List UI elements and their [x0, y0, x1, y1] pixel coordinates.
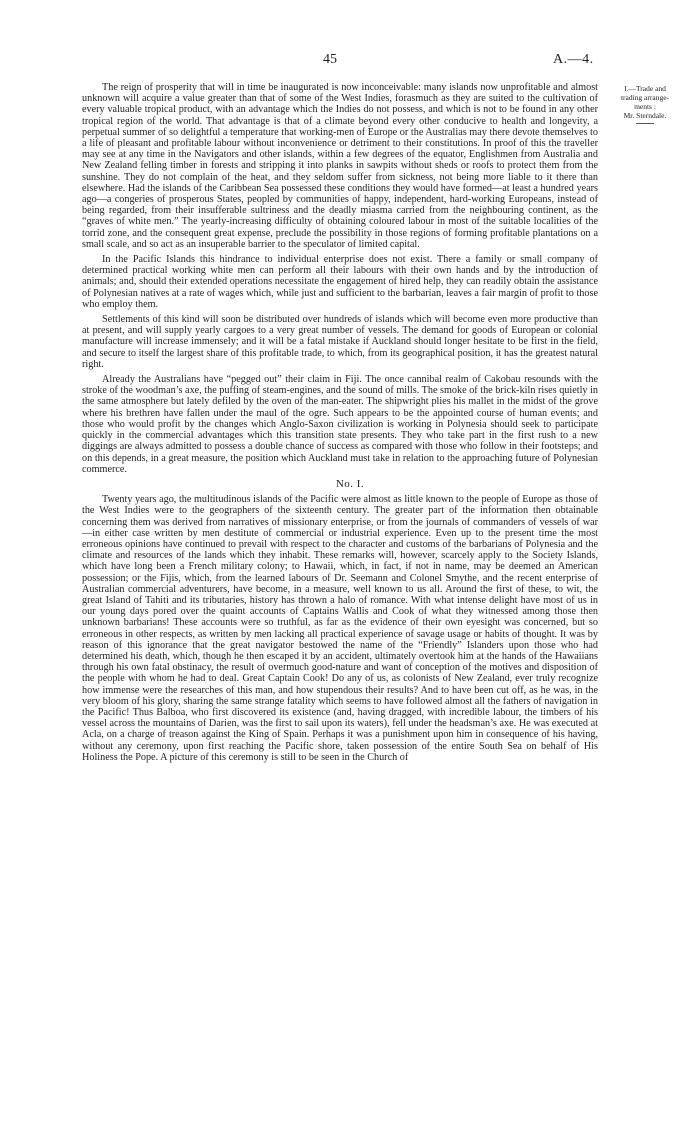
page-number: 45: [323, 52, 337, 67]
margin-note-line: trading arrange-: [620, 93, 670, 102]
margin-note-rule: [636, 123, 654, 124]
margin-note-line: ments :: [634, 102, 656, 111]
paragraph: In the Pacific Islands this hindrance to individual enterprise does not exist. There a family or small company of determined practical working white men can perform all their labours with their own hands and by the introduction of animals; and, should their extended operations necessitate the engagement of hired help, they can readily obtain the assistance of Polynesian natives at a rate of wages which, while just and sufficient to the barbarian, leaves a fair margin of profit to those who employ them.: [82, 254, 598, 310]
margin-note-line: I.—Trade and: [624, 84, 666, 93]
paragraph: Already the Australians have “pegged out” their claim in Fiji. The once cannibal realm of Cakobau resounds with the stroke of the woodman’s axe, the puffing of steam-engines, and the sound of mills. The smoke of the brick-kiln rises quietly in the same atmosphere but lately defiled by the oven of the man-eater. The shipwright plies his mallet in the midst of the grove where his brethren have fallen under the maul of the ogre. Such appears to be the appointed course of human events; and those who would profit by the changes which Anglo-Saxon civilization is working in Polynesia should seek to participate quickly in the commercial advantages which this transition state presents. They who take part in the first rush to a new diggings are always admitted to possess a double chance of success as compared with those who follow in their footsteps; and on this depends, in a great measure, the position which Auckland must take in relation to the approaching future of Polynesian commerce.: [82, 374, 598, 475]
margin-note-line: Mr. Sterndale.: [623, 111, 667, 120]
paragraph: Settlements of this kind will soon be distributed over hundreds of islands which will become even more productive than at present, and will supply yearly cargoes to a very great number of vessels. The demand for goods of European or colonial manufacture will increase immensely; and it will be a fatal mistake if Auckland should longer hesitate to be first in the field, and secure to itself the largest share of this profitable trade, to which, from its geographical position, it has the greatest natural right.: [82, 314, 598, 370]
body-text: [82, 82, 598, 767]
margin-note: [604, 84, 686, 124]
document-code: A.—4.: [553, 52, 594, 67]
paragraph: The reign of prosperity that will in time be inaugurated is now inconceivable: many islands now unprofitable and almost unknown will acquire a value greater than that of some of the West Indies, forasmuch as they are suited to the cultivation of every valuable tropical product, with an advantage which the Indies do not possess, and which is not to be found in any other tropical region of the world. That advantage is that of a climate beyond every other conducive to health and longevity, a perpetual summer of so delightful a temperature that working-men of Europe or the Australias may there devote themselves to a life of pleasant and profitable labour without inconvenience or detriment to their constitutions. In proof of this the traveller may see at any time in the Navigators and other islands, within a few degrees of the equator, Englishmen from Australia and New Zealand felling timber in forests and stripping it into planks in sawpits without sheds or roofs to protect them from the sunshine. They do not complain of the heat, and they seldom suffer from sickness, not being more liable to it there than elsewhere. Had the islands of the Caribbean Sea possessed these conditions they would have formed—at least a hundred years ago—a congeries of prosperous States, peopled by communities of happy, independent, hard-working Europeans, instead of being regarded, from their insufferable sultriness and the deadly miasma carried from the neighbouring continent, as the “graves of white men.” The yearly-increasing difficulty of obtaining coloured labour in most of the suitable localities of the torrid zone, and the consequent great expense, preclude the possibility in those regions of forming profitable plantations on a small scale, and so act as an insuperable barrier to the speculator of limited capital.: [82, 82, 598, 250]
section-heading: No. I.: [335, 477, 365, 490]
paragraph: Twenty years ago, the multitudinous islands of the Pacific were almost as little known to the people of Europe as those of the West Indies were to the geographers of the sixteenth century. The greater part of the information then obtainable concerning them was derived from narratives of missionary enterprise, or from the journals of commanders of vessels of war—in either case written by men destitute of commercial or industrial experience. Even up to the present time the most erroneous opinions have continued to prevail with respect to the character and customs of the barbarians of Polynesia and the climate and resources of the lands which they inhabit. These remarks will, however, scarcely apply to the Society Islands, which have long been a French military colony; to Hawaii, which, in fact, if not in name, may be deemed an American possession; or the Fijis, which, from the learned labours of Dr. Seemann and Colonel Smythe, and the recent enterprise of Australian commercial adventurers, have become, in a measure, well known to us all. Around the first of these, to wit, the great Island of Tahiti and its tributaries, history has thrown a halo of romance. With what intense delight have most of us in our young days pored over the quaint accounts of Captains Wallis and Cook of what they witnessed among those then unknown barbarians! These accounts were so truthful, as far as the evidence of their own eyesight was concerned, but so erroneous in other respects, as written by men lacking all practical experience of savage usage or habits of thought. It was by reason of this ignorance that the great navigator bestowed the name of the “Friendly” Islanders upon those who had determined his death, which, though he then escaped it by an accident, ultimately overtook him at the hands of the Hawaiians through his own fatal obstinacy, the result of overmuch good-nature and want of conception of the motives and disposition of the people with whom he had to deal. Great Captain Cook! Do any of us, as colonists of New Zealand, ever truly recognize how immense were the researches of this man, and how stupendous their results? And to have been cut off, as he was, in the very bloom of his glory, sharing the same strange fatality which seems to have followed almost all the fathers of navigation in the Pacific! Thus Balboa, who first discovered its existence (and, having dragged, with incredible labour, the timbers of his vessel across the mountains of Darien, was the first to sail upon its waters), fell under the headsman’s axe. He was executed at Acla, on a charge of treason against the King of Spain. Perhaps it was a punishment upon him in consequence of his having, without any ceremony, upon first reaching the Pacific shore, taken possession of the entire South Sea on behalf of His Holiness the Pope. A picture of this ceremony is still to be seen in the Church of: [82, 494, 598, 763]
